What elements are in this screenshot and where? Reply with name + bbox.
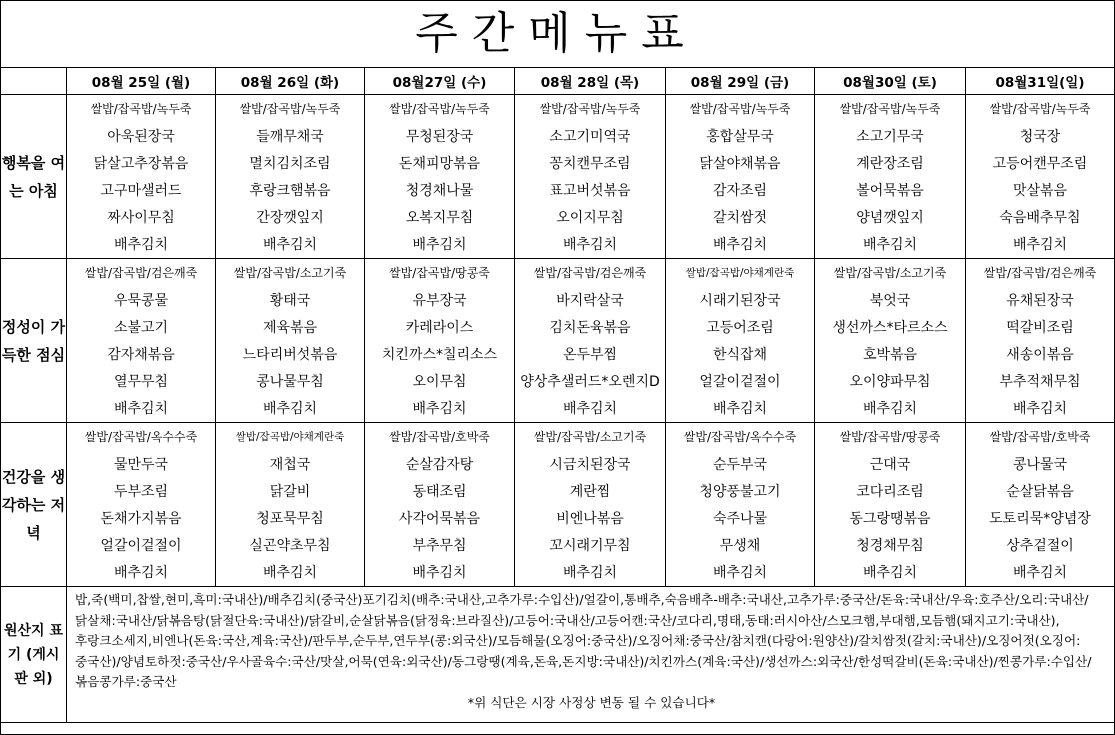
menu-item: 쌀밥/잡곡밥/야채계란죽 bbox=[216, 423, 365, 451]
menu-item: 콩나물무침 bbox=[216, 367, 365, 394]
menu-item: 쌀밥/잡곡밥/소고기죽 bbox=[216, 259, 365, 287]
menu-item: 카레라이스 bbox=[365, 313, 515, 340]
menu-item: 닭갈비 bbox=[216, 477, 365, 504]
menu-item: 청경채나물 bbox=[365, 176, 515, 203]
meal-label-breakfast: 행복을 여는 아침 bbox=[1, 95, 67, 259]
menu-item: 동태조림 bbox=[365, 477, 515, 504]
menu-item: 오이무침 bbox=[365, 367, 515, 394]
menu-item: 쌀밥/잡곡밥/호박죽 bbox=[966, 423, 1115, 451]
menu-body bbox=[1, 95, 1115, 587]
menu-item: 감자채볶음 bbox=[67, 340, 216, 367]
menu-item: 소고기무국 bbox=[815, 122, 966, 149]
menu-item: 쌀밥/잡곡밥/녹두죽 bbox=[67, 95, 216, 123]
menu-item: 호박볶음 bbox=[815, 340, 966, 367]
menu-item: 꽁치캔무조림 bbox=[515, 149, 666, 176]
menu-item: 배추김치 bbox=[365, 394, 515, 423]
menu-row bbox=[1, 531, 1115, 558]
menu-row bbox=[1, 259, 1115, 287]
origin-label: 원산지 표기 (게시판 외) bbox=[1, 587, 67, 723]
menu-item: 계란찜 bbox=[515, 477, 666, 504]
menu-item: 청양풍불고기 bbox=[666, 477, 815, 504]
menu-item: 쌀밥/잡곡밥/소고기죽 bbox=[815, 259, 966, 287]
menu-item: 순살감자탕 bbox=[365, 450, 515, 477]
menu-row bbox=[1, 558, 1115, 587]
menu-item: 오이양파무침 bbox=[815, 367, 966, 394]
menu-item: 쌀밥/잡곡밥/녹두죽 bbox=[966, 95, 1115, 123]
menu-item: 쌀밥/잡곡밥/옥수수죽 bbox=[666, 423, 815, 451]
day-header-row bbox=[1, 68, 1115, 95]
day-header: 08월 28일 (목) bbox=[515, 68, 666, 95]
menu-item: 오복지무침 bbox=[365, 203, 515, 230]
menu-item: 배추김치 bbox=[67, 230, 216, 259]
day-header: 08월27일 (수) bbox=[365, 68, 515, 95]
menu-item: 배추김치 bbox=[515, 558, 666, 587]
menu-item: 짜사이무침 bbox=[67, 203, 216, 230]
menu-item: 얼갈이겉절이 bbox=[67, 531, 216, 558]
menu-item: 돈채피망볶음 bbox=[365, 149, 515, 176]
menu-item: 실곤약초무침 bbox=[216, 531, 365, 558]
menu-item: 느타리버섯볶음 bbox=[216, 340, 365, 367]
menu-item: 쌀밥/잡곡밥/녹두죽 bbox=[216, 95, 365, 123]
menu-item: 근대국 bbox=[815, 450, 966, 477]
menu-item: 배추김치 bbox=[365, 558, 515, 587]
menu-row bbox=[1, 504, 1115, 531]
menu-item: 배추김치 bbox=[966, 230, 1115, 259]
menu-row bbox=[1, 340, 1115, 367]
menu-item: 양상추샐러드*오렌지D bbox=[515, 367, 666, 394]
day-header: 08월 26일 (화) bbox=[216, 68, 365, 95]
menu-item: 도토리묵*양념장 bbox=[966, 504, 1115, 531]
menu-item: 배추김치 bbox=[666, 394, 815, 423]
menu-item: 숙음배추무침 bbox=[966, 203, 1115, 230]
menu-item: 닭살고추장볶음 bbox=[67, 149, 216, 176]
menu-item: 동그랑땡볶음 bbox=[815, 504, 966, 531]
menu-item: 꼬시래기무침 bbox=[515, 531, 666, 558]
meal-label-lunch: 정성이 가득한 점심 bbox=[1, 259, 67, 423]
menu-row bbox=[1, 450, 1115, 477]
menu-item: 홍합살무국 bbox=[666, 122, 815, 149]
menu-item: 순살닭볶음 bbox=[966, 477, 1115, 504]
corner-cell bbox=[1, 68, 67, 95]
menu-item: 한식잡채 bbox=[666, 340, 815, 367]
menu-item: 순두부국 bbox=[666, 450, 815, 477]
meal-label-dinner: 건강을 생각하는 저녁 bbox=[1, 423, 67, 587]
menu-item: 간장깻잎지 bbox=[216, 203, 365, 230]
menu-item: 배추김치 bbox=[966, 394, 1115, 423]
menu-item: 배추김치 bbox=[67, 558, 216, 587]
menu-item: 쌀밥/잡곡밥/호박죽 bbox=[365, 423, 515, 451]
menu-item: 감자조림 bbox=[666, 176, 815, 203]
menu-item: 소고기미역국 bbox=[515, 122, 666, 149]
menu-item: 쌀밥/잡곡밥/검은깨죽 bbox=[515, 259, 666, 287]
menu-item: 계란장조림 bbox=[815, 149, 966, 176]
menu-item: 두부조림 bbox=[67, 477, 216, 504]
menu-item: 쌀밥/잡곡밥/옥수수죽 bbox=[67, 423, 216, 451]
menu-item: 무생채 bbox=[666, 531, 815, 558]
menu-item: 유부장국 bbox=[365, 286, 515, 313]
menu-row bbox=[1, 423, 1115, 451]
menu-item: 열무무침 bbox=[67, 367, 216, 394]
day-header: 08월 29일 (금) bbox=[666, 68, 815, 95]
menu-item: 바지락살국 bbox=[515, 286, 666, 313]
menu-item: 배추김치 bbox=[365, 230, 515, 259]
menu-item: 쌀밥/잡곡밥/땅콩죽 bbox=[815, 423, 966, 451]
menu-item: 오이지무침 bbox=[515, 203, 666, 230]
menu-item: 제육볶음 bbox=[216, 313, 365, 340]
menu-item: 배추김치 bbox=[815, 230, 966, 259]
menu-item: 아욱된장국 bbox=[67, 122, 216, 149]
menu-item: 사각어묵볶음 bbox=[365, 504, 515, 531]
menu-item: 닭살야채볶음 bbox=[666, 149, 815, 176]
menu-item: 쌀밥/잡곡밥/녹두죽 bbox=[365, 95, 515, 123]
menu-item: 쌀밥/잡곡밥/녹두죽 bbox=[515, 95, 666, 123]
menu-row bbox=[1, 95, 1115, 123]
menu-item: 숙주나물 bbox=[666, 504, 815, 531]
menu-item: 청포묵무침 bbox=[216, 504, 365, 531]
menu-row bbox=[1, 367, 1115, 394]
menu-item: 치킨까스*칠리소스 bbox=[365, 340, 515, 367]
menu-item: 배추김치 bbox=[815, 394, 966, 423]
menu-item: 배추김치 bbox=[666, 230, 815, 259]
menu-item: 갈치쌈젓 bbox=[666, 203, 815, 230]
menu-item: 배추김치 bbox=[666, 558, 815, 587]
menu-item: 부추무침 bbox=[365, 531, 515, 558]
menu-item: 황태국 bbox=[216, 286, 365, 313]
menu-item: 재첩국 bbox=[216, 450, 365, 477]
origin-text: 밥,죽(백미,찹쌀,현미,흑미:국내산)/배추김치(중국산)포기김치(배추:국내산,고추가루:수입산)/얼갈이,통배추,숙음배추-배추:국내산,고추가루:중국산/돈육:국내산/우육:호주산/오리:국내산/닭살채:국내산/닭볶음탕(닭절단육:국내산)/닭갈비,순살닭볶음(닭정육:브라질산)/고등어:국내산/고등어캔:국산/코다리,명태,동태:러시아산/스모크햄,부대햄,모듬햄(돼지고기:국내산),후랑크소세지,비엔나(돈육:국산,계육:국산)/판두부,순두부,연두부(콩:외국산)/모듬해물(오징어:중국산)/오징어채:중국산/참치캔(다랑어:원양산)/갈치쌈젓(갈치:국내산)/오징어젓(오징어:중국산)/양념토하젓:중국산/우사골육수:국산/맛살,어묵(연육:외국산)/동그랑땡(계육,돈육,돈지방:국내산)/치킨까스(계육:국산)/생선까스:외국산/한성떡갈비(돈육:국내산)/찐콩가루:수입산/볶음콩가루:중국산 bbox=[75, 592, 1092, 689]
day-header: 08월30일 (토) bbox=[815, 68, 966, 95]
menu-item: 청국장 bbox=[966, 122, 1115, 149]
menu-item: 멸치김치조림 bbox=[216, 149, 365, 176]
menu-item: 소불고기 bbox=[67, 313, 216, 340]
menu-item: 비엔나볶음 bbox=[515, 504, 666, 531]
menu-item: 표고버섯볶음 bbox=[515, 176, 666, 203]
menu-item: 배추김치 bbox=[67, 394, 216, 423]
menu-row bbox=[1, 286, 1115, 313]
day-header: 08월 25일 (월) bbox=[67, 68, 216, 95]
menu-item: 쌀밥/잡곡밥/야채계란죽 bbox=[666, 259, 815, 287]
menu-item: 배추김치 bbox=[216, 558, 365, 587]
day-header: 08월31일(일) bbox=[966, 68, 1115, 95]
menu-item: 돈채가지볶음 bbox=[67, 504, 216, 531]
page-title: 주간메뉴표 bbox=[415, 8, 698, 59]
menu-item: 김치돈육볶음 bbox=[515, 313, 666, 340]
menu-item: 생선까스*타르소스 bbox=[815, 313, 966, 340]
menu-item: 부추적채무침 bbox=[966, 367, 1115, 394]
menu-item: 배추김치 bbox=[966, 558, 1115, 587]
menu-item: 쌀밥/잡곡밥/땅콩죽 bbox=[365, 259, 515, 287]
menu-item: 쌀밥/잡곡밥/녹두죽 bbox=[815, 95, 966, 123]
menu-item: 코다리조림 bbox=[815, 477, 966, 504]
menu-item: 들깨무채국 bbox=[216, 122, 365, 149]
menu-row bbox=[1, 313, 1115, 340]
menu-item: 고구마샐러드 bbox=[67, 176, 216, 203]
menu-item: 고등어조림 bbox=[666, 313, 815, 340]
menu-item: 쌀밥/잡곡밥/검은깨죽 bbox=[67, 259, 216, 287]
menu-item: 쌀밥/잡곡밥/녹두죽 bbox=[666, 95, 815, 123]
menu-item: 얼갈이겉절이 bbox=[666, 367, 815, 394]
menu-item: 양념깻잎지 bbox=[815, 203, 966, 230]
menu-item: 후랑크햄볶음 bbox=[216, 176, 365, 203]
menu-item: 쌀밥/잡곡밥/소고기죽 bbox=[515, 423, 666, 451]
change-notice: *위 식단은 시장 사정상 변동 될 수 있습니다* bbox=[467, 694, 716, 710]
origin-row bbox=[1, 587, 1115, 723]
menu-item: 떡갈비조림 bbox=[966, 313, 1115, 340]
menu-item: 쌀밥/잡곡밥/검은깨죽 bbox=[966, 259, 1115, 287]
menu-item: 물만두국 bbox=[67, 450, 216, 477]
menu-row bbox=[1, 477, 1115, 504]
menu-row bbox=[1, 149, 1115, 176]
menu-item: 북엇국 bbox=[815, 286, 966, 313]
menu-item: 시금치된장국 bbox=[515, 450, 666, 477]
menu-item: 배추김치 bbox=[515, 394, 666, 423]
menu-item: 고등어캔무조림 bbox=[966, 149, 1115, 176]
menu-item: 새송이볶음 bbox=[966, 340, 1115, 367]
menu-item: 배추김치 bbox=[815, 558, 966, 587]
weekly-menu-table bbox=[0, 67, 1115, 723]
menu-item: 시래기된장국 bbox=[666, 286, 815, 313]
menu-item: 배추김치 bbox=[216, 394, 365, 423]
menu-item: 무청된장국 bbox=[365, 122, 515, 149]
menu-item: 콩나물국 bbox=[966, 450, 1115, 477]
menu-row bbox=[1, 230, 1115, 259]
menu-item: 배추김치 bbox=[515, 230, 666, 259]
menu-item: 온두부찜 bbox=[515, 340, 666, 367]
origin-info bbox=[67, 587, 1115, 723]
menu-item: 유채된장국 bbox=[966, 286, 1115, 313]
menu-item: 상추겉절이 bbox=[966, 531, 1115, 558]
menu-item: 우묵콩물 bbox=[67, 286, 216, 313]
menu-item: 맛살볶음 bbox=[966, 176, 1115, 203]
menu-row bbox=[1, 203, 1115, 230]
menu-row bbox=[1, 122, 1115, 149]
menu-row bbox=[1, 176, 1115, 203]
menu-item: 배추김치 bbox=[216, 230, 365, 259]
menu-item: 청경채무침 bbox=[815, 531, 966, 558]
menu-item: 볼어묵볶음 bbox=[815, 176, 966, 203]
menu-row bbox=[1, 394, 1115, 423]
